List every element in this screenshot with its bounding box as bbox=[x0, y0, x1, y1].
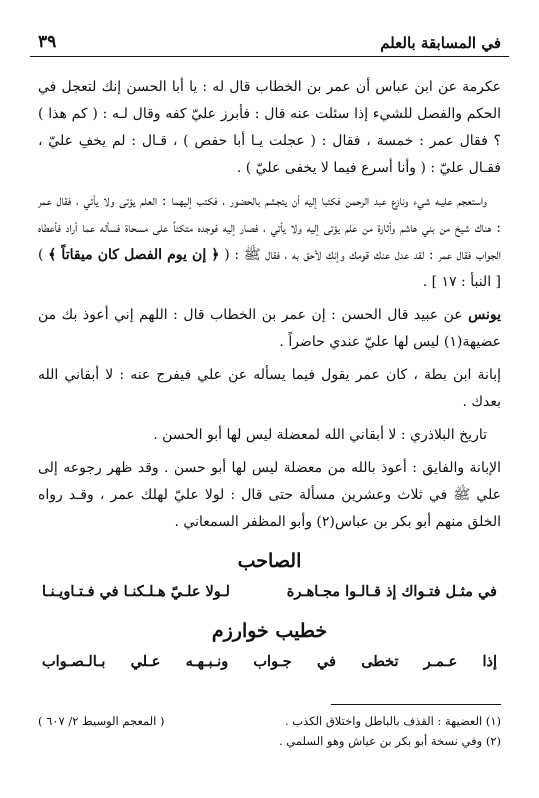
verse-word: عـمـر bbox=[423, 653, 458, 670]
paragraph-istajam bbox=[38, 188, 501, 296]
footnote-1-source: ( المعجم الوسيط ٢/ ٦٠٧ ) bbox=[38, 714, 165, 728]
verse-word: إذا bbox=[482, 653, 497, 670]
paragraph-baladhuri: تاريخ البلاذري : لا أبقاني الله لمعضلة ليس لها أبو الحسن . bbox=[153, 427, 487, 443]
footnote-2 bbox=[38, 731, 501, 751]
page-number: ٣٩ bbox=[38, 32, 57, 52]
footnote-1-text: (١) العضيهة : القذف بالباطل واختلاق الكذب . bbox=[285, 714, 501, 728]
verse-word: ونـبـهـه bbox=[185, 653, 229, 670]
quran-reference: ) [ النبأ : ١٧ ] . bbox=[38, 247, 501, 290]
footnote-2-text: (٢) وفي نسخة أبو بكر بن عياش وهو السلمي . bbox=[278, 734, 501, 748]
paragraph-istajam-text: واستعجم عليـه شيء ونازع عبد الرحمن فكتبا إليه أن يتجشم بالحضور ، فكتب إليهما : العلم يؤتى ولا يأتي ، فقال عمر : هناك شيخ من بني هاشم وأثارة من علم يؤتى إليه ولا يأتي ، فصار إليه فوجده متكئاً على مسحاة فسأله عما أراد فأعطاه الجواب فقال عمر : لقد عدل عنك قومك وإنك لأحق به ، فقال ﷺ : ( bbox=[38, 193, 502, 263]
footnote-1 bbox=[38, 711, 501, 731]
page-body bbox=[38, 74, 501, 676]
quran-verse: ﴿ إن يوم الفصل كان ميقاتاً ﴾ bbox=[48, 247, 220, 263]
page-header bbox=[30, 30, 509, 57]
narrator-name: يونس bbox=[468, 307, 502, 323]
section-title-sahib: الصاحب bbox=[237, 550, 302, 572]
verse-word: في bbox=[316, 653, 336, 670]
footnote-divider bbox=[331, 704, 501, 705]
footnotes bbox=[38, 704, 501, 751]
verse-word: جـواب bbox=[253, 653, 292, 670]
paragraph-fayiq: الإبانة والفايق : أعوذ بالله من معضلة ليس لها أبو حسن . وقد ظهر رجوعه إلى علي ﷺ في ثلاث وعشرين مسألة حتى قال : لولا عليّ لهلك عمر ، وقـد رواه الخلق منهم أبو بكر بن عباس(٢) وأبو المظفر السمعاني . bbox=[38, 460, 501, 530]
poem-verse-khatib bbox=[38, 648, 501, 676]
verse-word: بـالـصـواب bbox=[42, 653, 106, 670]
verse-word: تخطى bbox=[361, 653, 399, 670]
paragraph-yunus bbox=[38, 302, 501, 356]
verse-word: عـلي bbox=[130, 653, 161, 670]
paragraph-ikrima: عكرمة عن ابن عباس أن عمر بن الخطاب قال له : يا أبا الحسن إنك لتعجل في الحكم والفصل للشيء إذا سئلت عنه قال : فأبرز عليّ كفه وقال لـه : ( كم هذا ) ؟ فقال عمر : خمسة ، فقال : ( عجلت يـا أبا حفص ) ، قـال : لم يخفِ عليّ ، فقـال عليّ : ( وأنا أسرع فيما لا يخفى عليّ ) . bbox=[38, 79, 501, 176]
section-title-khatib: خطيب خوارزم bbox=[211, 620, 328, 642]
paragraph-yunus-text: عن عبيد قال الحسن : إن عمر بن الخطاب قال : اللهم إني أعوذ بك من عضيهة(١) ليس لها عليّ عندي حاضراً . bbox=[38, 307, 501, 350]
verse-first-hemistich: في مثـل فتـواك إذ قـالـوا مجـاهـرة bbox=[286, 583, 497, 600]
poem-verse-sahib bbox=[38, 578, 501, 606]
verse-second-hemistich: لـولا علـيّ هـلـكنـا في فـتـاويـنـا bbox=[42, 583, 230, 600]
paragraph-ibana: إبانة ابن بطة ، كان عمر يقول فيما يسأله عن علي فيفرج عنه : لا أبقاني الله بعدك . bbox=[38, 367, 501, 410]
running-title: في المسابقة بالعلم bbox=[380, 34, 501, 52]
